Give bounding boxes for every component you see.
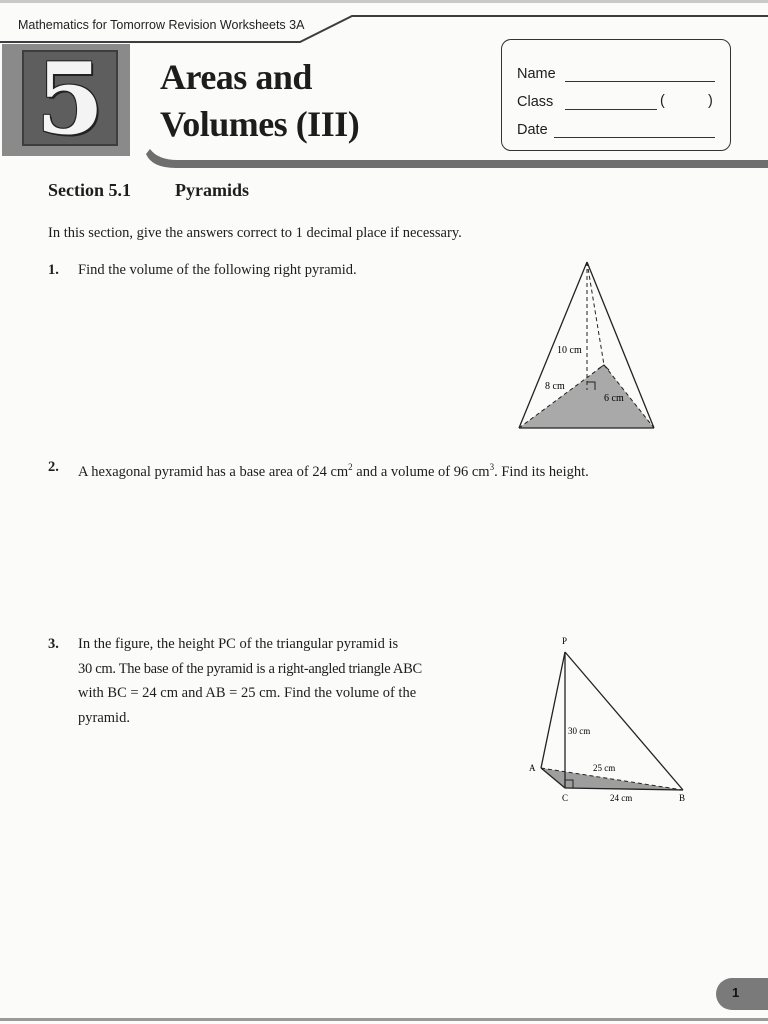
chapter-title-line2: Volumes (III) [160, 104, 360, 144]
question-3-text [78, 632, 458, 730]
question-1-number: 1. [48, 262, 59, 278]
question-2-text-a: A hexagonal pyramid has a base area of 24 cm [78, 463, 349, 480]
side-b-label: 6 cm [604, 393, 624, 404]
book-title: Mathematics for Tomorrow Revision Worksheets 3A [18, 18, 305, 32]
section-title: Pyramids [175, 180, 249, 200]
class-number-open-paren: ( [660, 93, 665, 109]
question-3-line-2: 30 cm. The base of the pyramid is a right-angled triangle ABC [78, 660, 422, 677]
class-field[interactable] [565, 109, 657, 110]
question-2-sup-b: 3 [489, 462, 495, 472]
height-label: 10 cm [557, 345, 582, 356]
name-field[interactable] [565, 81, 715, 82]
question-2-text [78, 455, 589, 484]
question-2-text-b: and a volume of 96 cm [352, 463, 490, 480]
question-1-pyramid-figure [512, 258, 662, 434]
question-3-line-1: In the figure, the height PC of the triangular pyramid is [78, 636, 399, 652]
section-intro: In this section, give the answers correct to 1 decimal place if necessary. [48, 225, 462, 241]
question-2-sup-a: 2 [348, 462, 353, 472]
pyramid-hidden-edge [587, 262, 604, 365]
question-3-pyramid-figure [525, 630, 695, 810]
question-3-line-3: with BC = 24 cm and AB = 25 cm. Find the volume of the [78, 685, 417, 701]
section-number: Section 5.1 [48, 180, 131, 200]
bottom-rule [0, 1018, 768, 1021]
chapter-title-line1: Areas and [160, 57, 312, 97]
side-BC-label: 24 cm [610, 793, 633, 803]
vertex-P-label: P [562, 636, 568, 646]
top-rule [0, 0, 768, 3]
question-2-text-c: . Find its height. [494, 463, 589, 480]
question-3-number: 3. [48, 636, 59, 652]
edge-PA [541, 652, 565, 768]
class-label: Class [517, 94, 554, 110]
edge-PB [565, 652, 683, 790]
vertex-B-label: B [679, 793, 686, 803]
question-2-number: 2. [48, 459, 59, 475]
chapter-title [160, 54, 359, 148]
page-number-tab [716, 978, 768, 1010]
vertex-A-label: A [529, 763, 536, 773]
side-AB-label: 25 cm [593, 763, 616, 773]
chapter-number: 5 [35, 42, 105, 157]
height-PC-label: 30 cm [568, 726, 591, 736]
class-number-close-paren: ) [708, 93, 713, 109]
section-heading [48, 180, 249, 201]
side-a-label: 8 cm [545, 381, 565, 392]
page-number: 1 [732, 985, 740, 1000]
date-field[interactable] [554, 137, 715, 138]
question-3-line-4: pyramid. [78, 709, 130, 726]
question-1-text: Find the volume of the following right pyramid. [78, 262, 357, 278]
name-label: Name [517, 66, 556, 82]
vertex-C-label: C [562, 793, 569, 803]
date-label: Date [517, 122, 548, 138]
